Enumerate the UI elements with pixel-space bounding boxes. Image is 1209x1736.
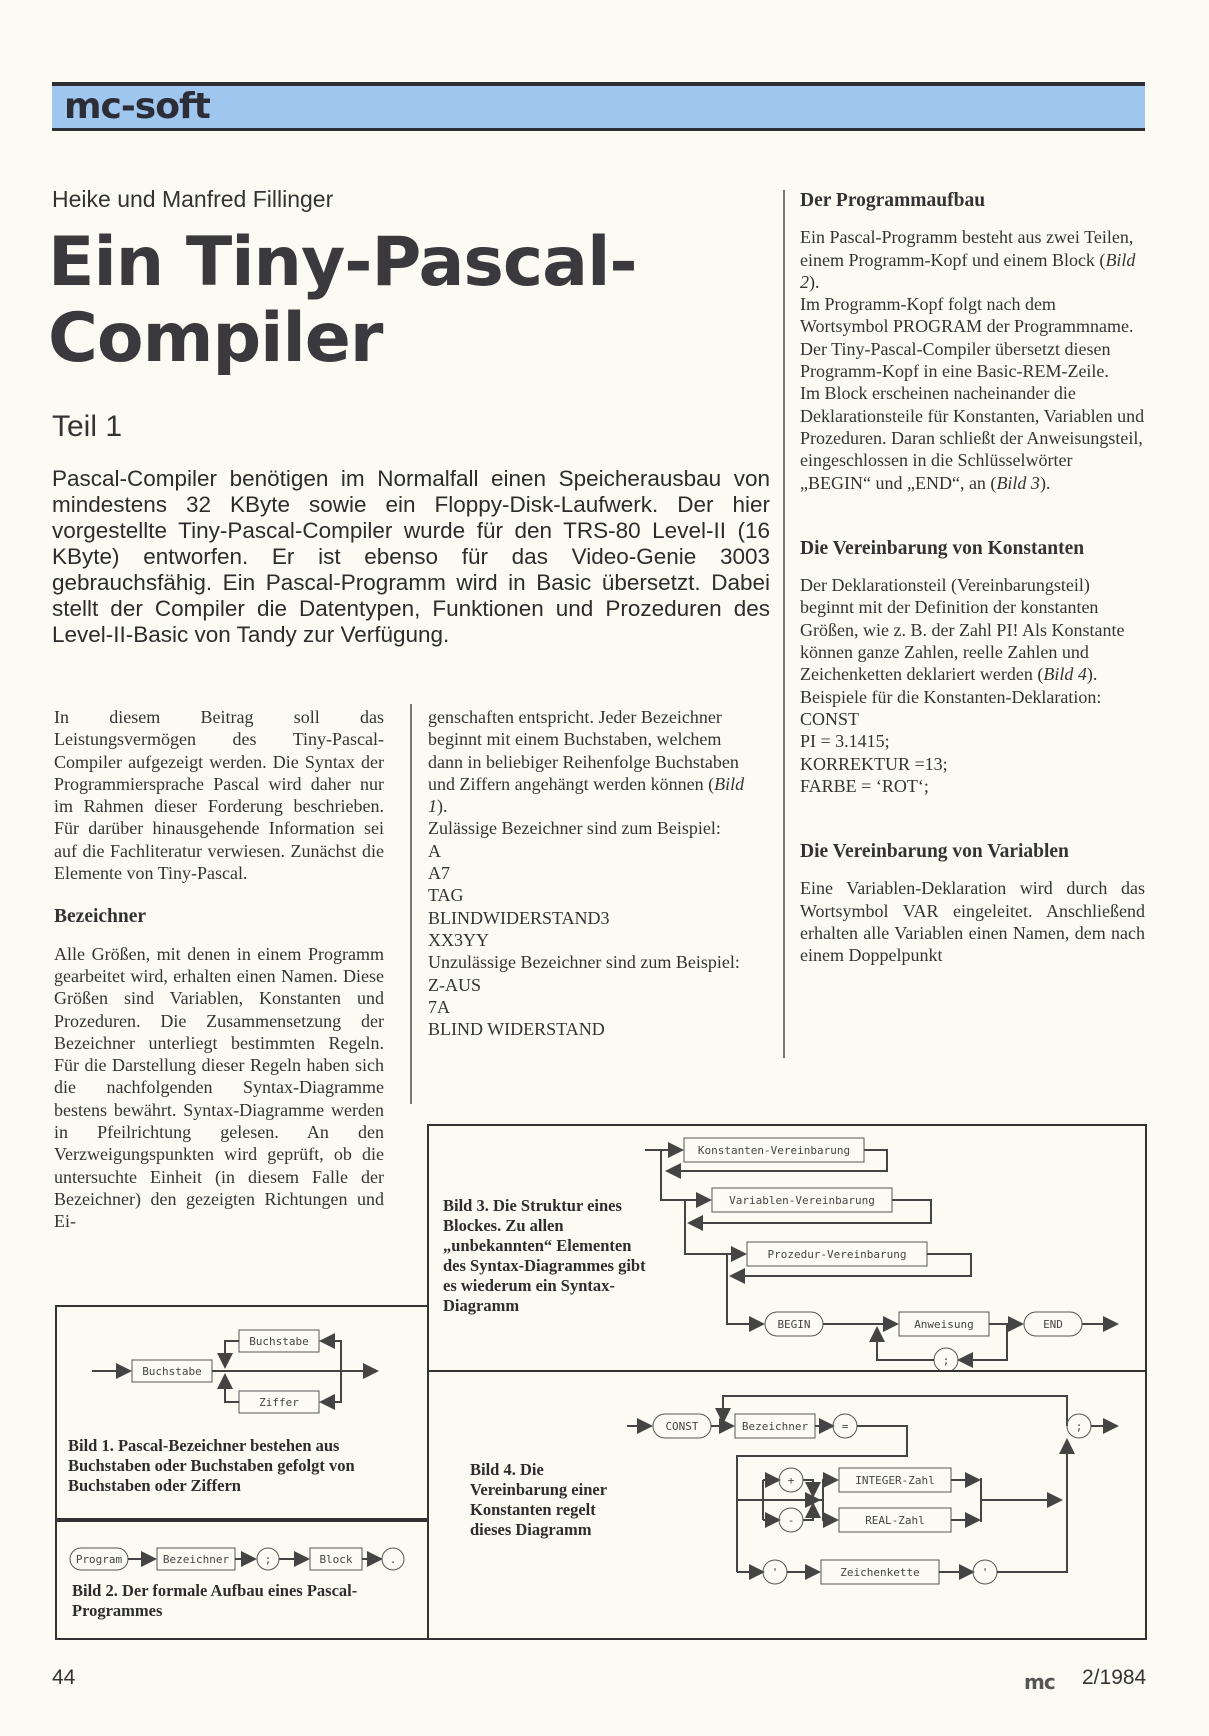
paragraph: Eine Variablen-Deklaration wird durch das Wortsymbol VAR eingeleitet. Anschließend erhalten alle Variablen einen Namen, dem nach einem Doppelpunkt [800, 878, 1145, 966]
valid-example: A7 [428, 863, 450, 884]
section-label: mc-soft [64, 86, 210, 127]
node-prozedur: Prozedur-Vereinbarung [767, 1248, 907, 1261]
invalid-example: Z-AUS [428, 974, 481, 995]
valid-example: TAG [428, 885, 464, 906]
heading-bezeichner: Bezeichner [54, 906, 147, 928]
figure-reference: Bild 2 [800, 249, 1136, 292]
node-buchstabe: Buchstabe [142, 1365, 202, 1378]
column-divider-1 [410, 704, 412, 1104]
node-semicolon: ; [264, 1553, 272, 1566]
valid-example: A [428, 840, 441, 861]
column-divider-2 [783, 190, 785, 1058]
column-2 [428, 706, 758, 1040]
heading-konstanten: Die Vereinbarung von Konstanten [800, 537, 1085, 559]
node-anweisung: Anweisung [914, 1318, 974, 1331]
figure-reference: Bild 1 [428, 773, 745, 817]
continued-paragraph: genschaften entspricht. Jeder Bezeichner beginnt mit einem Buchstaben, welchem dann in beliebiger Reihenfolge Buchstaben und Ziffern angehängt werden können (Bild 1). [428, 707, 745, 817]
valid-example: XX3YY [428, 929, 489, 950]
node-block: Block [319, 1553, 353, 1566]
node-equals: = [841, 1420, 849, 1433]
article-title [48, 225, 637, 377]
code-line: CONST [800, 708, 860, 729]
issue-number: 2/1984 [1082, 1666, 1147, 1689]
figure-1-diagram [55, 1305, 427, 1435]
figure-3-diagram [427, 1124, 1143, 1370]
paragraph: Beispiele für die Konstanten-Deklaration: [800, 686, 1102, 707]
section-header-band [52, 82, 1145, 131]
node-quote-open: ' [771, 1566, 779, 1579]
node-begin: BEGIN [777, 1318, 811, 1331]
code-line: PI = 3.1415; [800, 731, 890, 752]
node-bezeichner: Bezeichner [162, 1553, 230, 1566]
node-zeichenkette: Zeichenkette [840, 1566, 920, 1579]
figure-2-diagram [55, 1540, 427, 1580]
paragraph: Ein Pascal-Programm besteht aus zwei Teilen, einem Programm-Kopf und einem Block (Bild 2). [800, 227, 1136, 292]
paragraph: Der Deklarationsteil (Vereinbarungsteil) beginnt mit der Definition der konstanten Größen, wie z. B. der Zahl PI! Als Konstante können ganze Zahlen, reelle Zahlen und Zeichenketten deklariert werden (Bild 4). [800, 575, 1125, 685]
node-period: . [389, 1553, 397, 1566]
node-quote-close: ' [981, 1566, 989, 1579]
node-const: CONST [665, 1420, 699, 1433]
intro-paragraph: In diesem Beitrag soll das Leistungsvermögen des Tiny-Pascal-Compiler aufgezeigt werden. Die Syntax der Programmiersprache Pascal wird daher nur im Rahmen dieser Forderung beschrieben. Für darüber hinausgehende Information sei auf die Fachliteratur verwiesen. Zunächst die Elemente von Tiny-Pascal. [54, 707, 384, 884]
valid-example: BLINDWIDERSTAND3 [428, 907, 610, 928]
title-line-2: Compiler [48, 299, 383, 378]
figure-4-diagram [427, 1370, 1143, 1636]
page-number: 44 [52, 1666, 76, 1689]
valid-intro: Zulässige Bezeichner sind zum Beispiel: [428, 818, 721, 839]
node-konstanten: Konstanten-Vereinbarung [697, 1144, 851, 1157]
node-bezeichner: Bezeichner [741, 1420, 809, 1433]
node-loop-buchstabe: Buchstabe [249, 1335, 309, 1348]
figure-4-caption: Bild 4. Die Vereinbarung einer Konstanten regelt dieses Diagramm [470, 1460, 607, 1539]
node-ziffer: Ziffer [259, 1396, 299, 1409]
heading-variablen: Die Vereinbarung von Variablen [800, 841, 1069, 863]
article-authors: Heike und Manfred Fillinger [52, 186, 334, 212]
code-line: FARBE = ‘ROT‘; [800, 775, 929, 796]
column-1 [54, 706, 384, 1233]
node-integer: INTEGER-Zahl [855, 1474, 935, 1487]
node-semicolon: ; [942, 1354, 950, 1367]
invalid-example: BLIND WIDERSTAND [428, 1019, 605, 1040]
node-end: END [1043, 1318, 1063, 1331]
title-line-1: Ein Tiny-Pascal- [48, 223, 637, 302]
figure-2-caption: Bild 2. Der formale Aufbau eines Pascal-Programmes [72, 1581, 358, 1620]
figure-reference: Bild 3 [996, 472, 1040, 493]
node-minus: - [787, 1514, 795, 1527]
figure-reference: Bild 4 [1043, 664, 1087, 685]
paragraph: Im Programm-Kopf folgt nach dem Wortsymbol PROGRAM der Programmname. Der Tiny-Pascal-Compiler übersetzt diesen Programm-Kopf in eine Basic-REM-Zeile. [800, 294, 1134, 382]
node-program: Program [75, 1553, 123, 1566]
bezeichner-paragraph: Alle Größen, mit denen in einem Programm gearbeitet wird, erhalten einen Namen. Diese Größen sind Variablen, Konstanten und Prozeduren. Die Zusammensetzung der Bezeichner unterliegt bestimmten Regeln. Für die Darstellung dieser Regeln haben sich die nachfolgenden Syntax-Diagramme bestens bewährt. Syntax-Diagramme werden in Pfeilrichtung gelesen. An den Verzweigungspunkten wird geprüft, ob die untersuchte Einheit (in diesem Falle der Bezeichner) den gezeigten Richtungen und Ei- [54, 943, 384, 1232]
node-real: REAL-Zahl [865, 1514, 925, 1527]
paragraph: Im Block erscheinen nacheinander die Deklarationsteile für Konstanten, Variablen und Prozeduren. Daran schließt der Anweisungsteil, eingeschlossen in die Schlüsselwörter „BEGIN“ und „END“, an (Bild 3). [800, 383, 1145, 493]
code-line: KORREKTUR =13; [800, 753, 948, 774]
lead-paragraph: Pascal-Compiler benötigen im Normalfall einen Speicherausbau von mindestens 32 KByte sowie ein Floppy-Disk-Laufwerk. Der hier vorgestellte Tiny-Pascal-Compiler wurde für den TRS-80 Level-II (16 KByte) entworfen. Er ist ebenso für das Video-Genie 3003 gebrauchsfähig. Ein Pascal-Programm wird in Basic übersetzt. Dabei stellt der Compiler die Datentypen, Funktionen und Prozeduren des Level-II-Basic von Tandy zur Verfügung. [52, 466, 770, 647]
figure-1-caption: Bild 1. Pascal-Bezeichner bestehen aus Buchstaben oder Buchstaben gefolgt von Buchstaben oder Ziffern [68, 1436, 355, 1495]
node-semicolon: ; [1075, 1420, 1083, 1433]
heading-programmaufbau: Der Programmaufbau [800, 190, 986, 211]
figure-3-caption: Bild 3. Die Struktur eines Blockes. Zu allen „unbekannten“ Elementen des Syntax-Diagrammes gibt es wiederum ein Syntax-Diagramm [443, 1196, 646, 1315]
node-plus: + [787, 1474, 795, 1487]
magazine-logo: mc [1024, 1670, 1055, 1694]
column-3 [800, 190, 1145, 967]
invalid-intro: Unzulässige Bezeichner sind zum Beispiel: [428, 952, 740, 973]
article-part: Teil 1 [52, 410, 123, 443]
invalid-example: 7A [428, 996, 450, 1017]
node-variablen: Variablen-Vereinbarung [729, 1194, 875, 1207]
